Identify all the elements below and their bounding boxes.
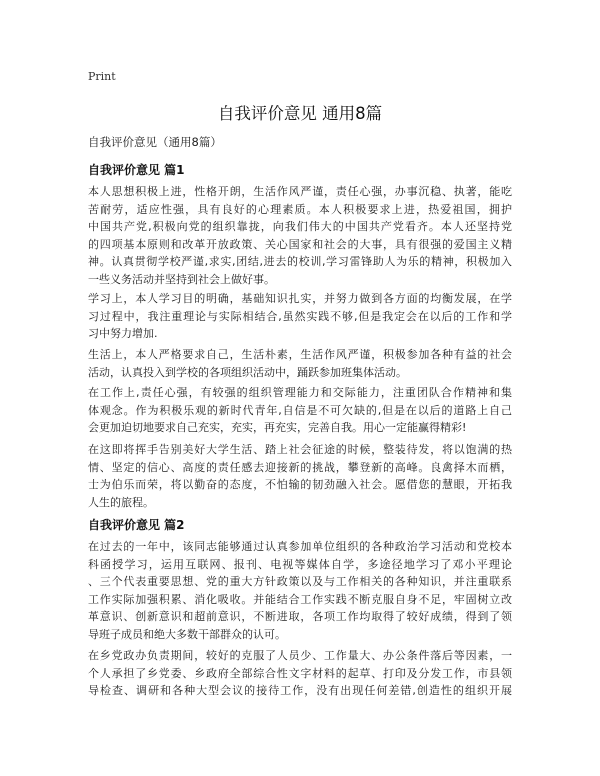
text-line: 本人思想积极上进，性格开朗，生活作风严谨，责任心强，办事沉稳、执著，能吃 bbox=[88, 185, 512, 198]
text-line: 在工作上,责任心强，有较强的组织管理能力和交际能力，注重团队合作精神和集 bbox=[88, 386, 512, 399]
text-line: 革意识、创新意识和超前意识，不断进取，各项工作均取得了较好成绩，得到了领 bbox=[88, 610, 512, 623]
text-line: 、三个代表重要思想、党的重大方针政策以及与工作相关的各种知识，并注重联系 bbox=[88, 575, 512, 588]
text-line: 在这即将挥手告别美好大学生活、踏上社会征途的时候，整装待发，将以饱满的热 bbox=[88, 443, 512, 456]
text-line: 神。认真贯彻学校严谨,求实,团结,进去的校训,学习雷锋助人为乐的精神，积极加入 bbox=[88, 255, 512, 268]
text-line: 导检查、调研和各种大型会议的接待工作，没有出现任何差错,创造性的组织开展 bbox=[88, 684, 512, 697]
page-title: 自我评价意见 通用8篇 bbox=[217, 104, 383, 123]
text-line: 学习上，本人学习目的明确，基础知识扎实，并努力做到各方面的均衡发展，在学 bbox=[88, 292, 512, 305]
text-line: 导班子成员和绝大多数干部群众的认可。 bbox=[88, 627, 286, 641]
paragraph bbox=[88, 384, 512, 437]
text-line: 个人承担了乡党委、乡政府全部综合性文字材料的起草、打印及分发工作，市县领 bbox=[88, 666, 512, 680]
paragraph bbox=[88, 441, 512, 511]
text-line: 体观念。作为积极乐观的新时代青年,自信是不可欠缺的,但是在以后的道路上自己 bbox=[88, 403, 512, 417]
text-line: 习中努力增加. bbox=[88, 327, 158, 340]
text-line: 习过程中，我注重理论与实际相结合,虽然实践不够,但是我定会在以后的工作和学 bbox=[88, 309, 512, 323]
paragraph bbox=[88, 183, 512, 288]
text-line: 士为伯乐而荣，将以勤奋的态度，不怕输的韧劲融入社会。愿借您的慧眼，开拓我 bbox=[88, 478, 512, 491]
text-line: 在乡党政办负责期间，较好的克服了人员少、工作量大、办公条件落后等因素，一 bbox=[88, 649, 512, 662]
paragraph bbox=[88, 538, 512, 643]
text-line: 工作实际加强积累、消化吸收。并能结合工作实践不断克服自身不足，牢固树立改 bbox=[88, 592, 512, 606]
text-line: 情、坚定的信心、高度的责任感去迎接新的挑战，攀登新的高峰。良禽择木而栖， bbox=[88, 460, 512, 474]
text-line: 会更加迫切地要求自己充实，充实，再充实，完善自我。用心一定能赢得精彩! bbox=[88, 421, 467, 434]
paragraph bbox=[88, 346, 512, 381]
text-line: 在过去的一年中，该同志能够通过认真参加单位组织的各种政治学习活动和党校本 bbox=[88, 540, 512, 553]
paragraph bbox=[88, 647, 512, 700]
text-line: 活动，认真投入到学校的各项组织活动中，踊跃参加班集体活动。 bbox=[88, 365, 407, 379]
text-line: 生活上，本人严格要求自己，生活朴素，生活作风严谨，积极参加各种有益的社会 bbox=[88, 348, 512, 361]
document-subtitle: 自我评价意见（通用8篇） bbox=[88, 135, 222, 149]
text-line: 中国共产党,积极向党的组织靠拢，向我们伟大的中国共产党看齐。本人还坚持党 bbox=[88, 220, 512, 233]
text-line: 的四项基本原则和改革开放政策、关心国家和社会的大事，具有很强的爱国主义精 bbox=[88, 237, 512, 251]
print-link[interactable]: Print bbox=[88, 70, 116, 83]
text-line: 科函授学习，运用互联网、报刊、电视等媒体自学，多途径地学习了邓小平理论 bbox=[88, 557, 512, 571]
section-heading-2: 自我评价意见 篇2 bbox=[88, 518, 185, 532]
section-heading-1: 自我评价意见 篇1 bbox=[88, 163, 185, 177]
paragraph bbox=[88, 290, 512, 343]
text-line: 人生的旅程。 bbox=[88, 495, 154, 509]
text-line: 一些义务活动并坚持到社会上做好事。 bbox=[88, 272, 275, 286]
text-line: 苦耐劳，适应性强，具有良好的心理素质。本人积极要求上进，热爱祖国，拥护 bbox=[88, 202, 512, 216]
